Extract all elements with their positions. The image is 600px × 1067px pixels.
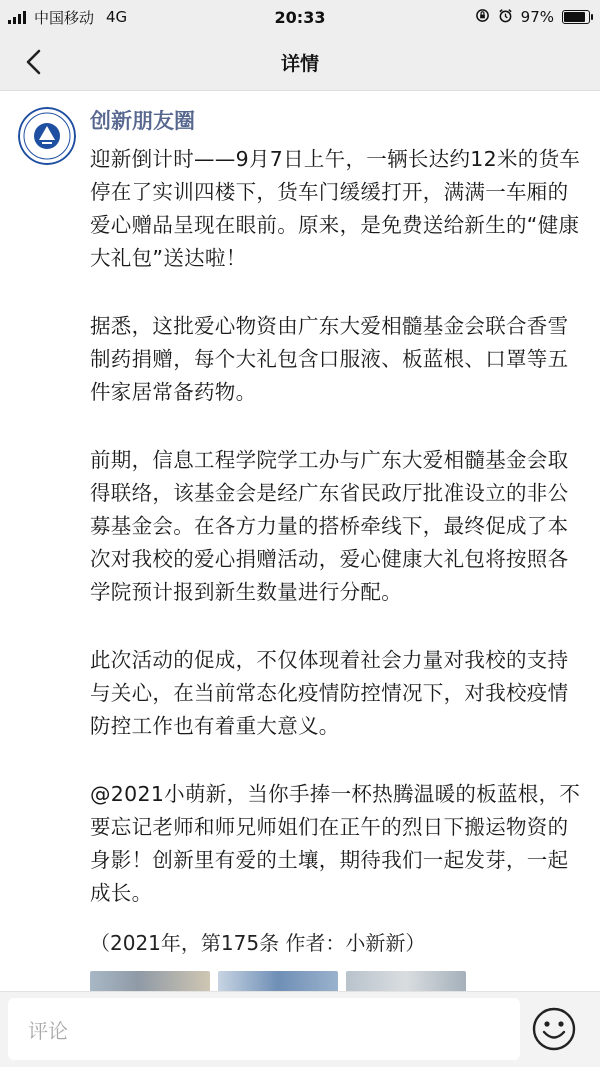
post-paragraph: 前期，信息工程学院学工办与广东大爱相髓基金会取得联络，该基金会是经广东省民政厅批准设立的非公募基金会。在各方力量的搭桥牵线下，最终促成了本次对我校的爱心捐赠活动，爱心健康大礼包将按照各学院预计报到新生数量进行分配。	[90, 448, 569, 604]
post-footer: （2021年，第175条 作者：小新新）	[90, 931, 426, 955]
post-card	[0, 91, 600, 991]
back-button[interactable]	[14, 42, 54, 82]
comment-bar	[0, 991, 600, 1067]
photo-thumbnail[interactable]	[218, 971, 338, 991]
orientation-lock-icon	[475, 8, 490, 27]
post-paragraph: 据悉，这批爱心物资由广东大爱相髓基金会联合香雪制药捐赠，每个大礼包含口服液、板蓝根、口罩等五件家居常备药物。	[90, 314, 569, 404]
comment-input[interactable]	[8, 998, 520, 1060]
battery-icon	[562, 10, 590, 24]
signal-icon	[8, 10, 26, 24]
nav-bar	[0, 34, 600, 91]
post-body	[90, 143, 586, 945]
battery-percent: 97%	[520, 8, 554, 26]
post-paragraph: @2021小萌新，当你手捧一杯热腾温暖的板蓝根，不要忘记老师和师兄师姐们在正午的烈日下搬运物资的身影！创新里有爱的土壤，期待我们一起发芽，一起成长。	[90, 782, 581, 905]
post-paragraph: 此次活动的促成，不仅体现着社会力量对我校的支持与关心，在当前常态化疫情防控情况下，对我校疫情防控工作也有着重大意义。	[90, 648, 569, 738]
page-title: 详情	[280, 52, 319, 75]
status-bar	[0, 0, 600, 34]
alarm-icon	[498, 8, 513, 27]
battery-level	[564, 12, 585, 22]
avatar[interactable]	[18, 107, 76, 165]
chevron-left-icon	[23, 49, 45, 75]
smiley-icon[interactable]	[531, 1006, 577, 1052]
clock: 20:33	[274, 7, 326, 27]
post-paragraph: 迎新倒计时——9月7日上午，一辆长达约12米的货车停在了实训四楼下，货车门缓缓打开，满满一车厢的爱心赠品呈现在眼前。原来，是免费送给新生的“健康大礼包”送达啦！	[90, 147, 581, 270]
carrier-name: 中国移动	[34, 8, 95, 27]
comment-placeholder: 评论	[28, 1018, 68, 1043]
author-name[interactable]: 创新朋友圈	[90, 109, 195, 133]
photo-thumbnail[interactable]	[90, 971, 210, 991]
image-gallery	[90, 971, 466, 991]
photo-thumbnail[interactable]	[346, 971, 466, 991]
network-type: 4G	[106, 8, 128, 26]
